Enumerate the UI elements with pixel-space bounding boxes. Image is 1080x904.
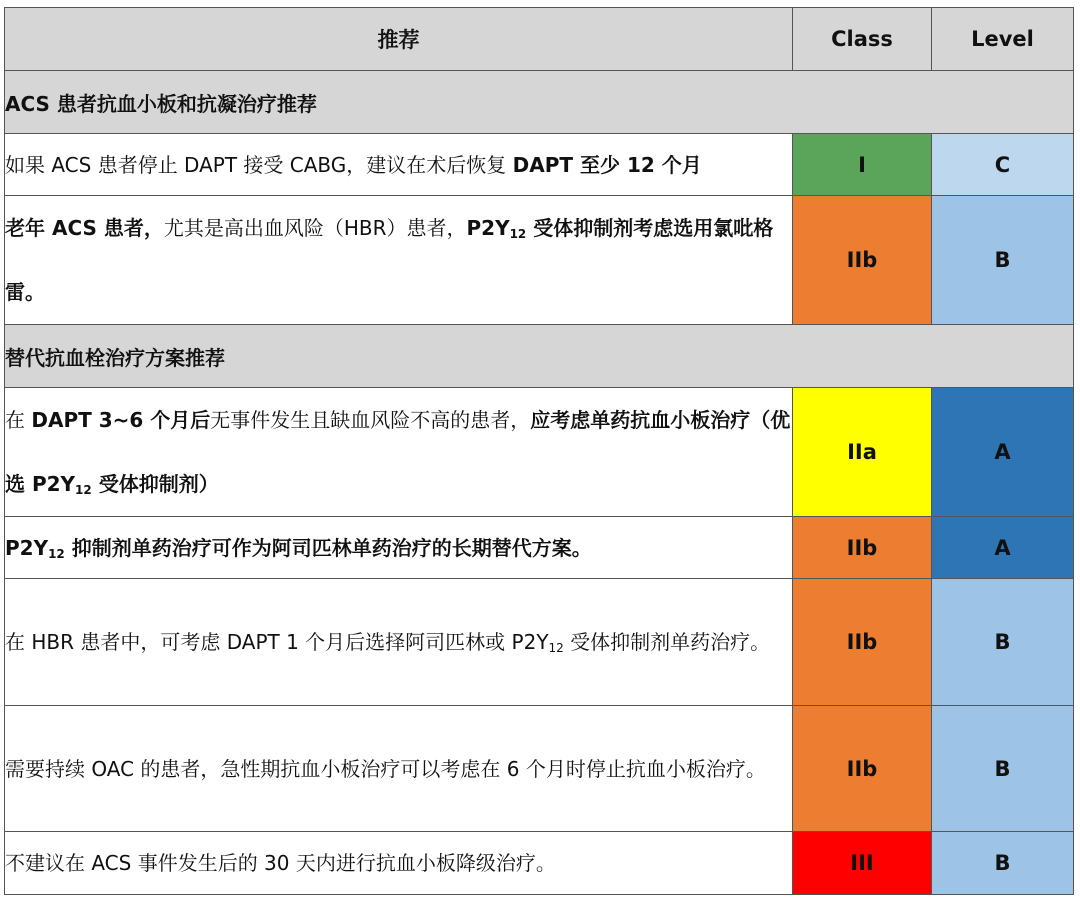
subscript: 12 <box>48 546 65 561</box>
text-segment: 如果 ACS 患者停止 DAPT 接受 CABG，建议在术后恢复 <box>5 152 513 177</box>
recommendation-text <box>5 706 793 832</box>
header-class: Class <box>793 8 932 71</box>
subscript: 12 <box>548 641 564 655</box>
text-segment-bold: DAPT 3~6 个月后 <box>31 408 211 432</box>
text-segment-bold: 受体抑制剂） <box>91 472 219 496</box>
class-cell: III <box>793 832 932 895</box>
text-segment-bold: P2Y <box>466 216 510 240</box>
subscript: 12 <box>75 483 92 497</box>
text-segment-bold: 受体抑制剂考虑选用氯吡格雷。 <box>5 216 774 304</box>
subscript: 12 <box>509 227 527 241</box>
table-row <box>5 196 1074 325</box>
text-segment: 在 <box>5 408 32 432</box>
recommendation-text <box>5 134 793 196</box>
table-row <box>5 134 1074 196</box>
recommendation-text <box>5 196 793 325</box>
level-cell: B <box>932 579 1074 706</box>
recommendations-table <box>4 7 1074 895</box>
table-row <box>5 706 1074 832</box>
text-segment-bold: 应考虑单药抗血小板治疗（优选 P2Y <box>5 408 791 496</box>
section-row-alt <box>5 325 1074 388</box>
text-segment: 需要持续 OAC 的患者，急性期抗血小板治疗可以考虑在 6 个月时停止抗血小板治疗。 <box>5 756 766 781</box>
text-segment-bold: P2Y <box>5 535 49 560</box>
text-segment: 在 HBR 患者中，可考虑 DAPT 1 个月后选择阿司匹林或 P2Y <box>5 630 549 654</box>
text-segment-bold: 抑制剂单药治疗可作为阿司匹林单药治疗的长期替代方案。 <box>64 535 592 560</box>
class-cell: IIb <box>793 706 932 832</box>
class-cell: IIb <box>793 517 932 579</box>
recommendation-text <box>5 388 793 517</box>
class-cell: IIb <box>793 196 932 325</box>
text-segment-bold: 老年 ACS 患者， <box>5 216 164 240</box>
header-level: Level <box>932 8 1074 71</box>
level-cell: B <box>932 196 1074 325</box>
level-cell: B <box>932 832 1074 895</box>
header-recommendation: 推荐 <box>5 8 793 71</box>
text-segment: 尤其是高出血风险（HBR）患者， <box>163 216 467 240</box>
recommendation-text <box>5 517 793 579</box>
level-cell: B <box>932 706 1074 832</box>
class-cell: IIb <box>793 579 932 706</box>
class-cell: IIa <box>793 388 932 517</box>
text-segment: 受体抑制剂单药治疗。 <box>563 630 771 654</box>
section-title-acs: ACS 患者抗血小板和抗凝治疗推荐 <box>5 71 1074 134</box>
level-cell: A <box>932 517 1074 579</box>
text-segment-bold: DAPT 至少 12 个月 <box>512 152 702 177</box>
table-header-row <box>5 8 1074 71</box>
class-cell: I <box>793 134 932 196</box>
recommendation-text <box>5 832 793 895</box>
table-row <box>5 388 1074 517</box>
level-cell: C <box>932 134 1074 196</box>
section-title-alt: 替代抗血栓治疗方案推荐 <box>5 325 1074 388</box>
table-row <box>5 579 1074 706</box>
level-cell: A <box>932 388 1074 517</box>
table-row <box>5 517 1074 579</box>
recommendation-text <box>5 579 793 706</box>
section-row-acs <box>5 71 1074 134</box>
table-row <box>5 832 1074 895</box>
text-segment: 无事件发生且缺血风险不高的患者， <box>210 408 531 432</box>
text-segment: 不建议在 ACS 事件发生后的 30 天内进行抗血小板降级治疗。 <box>5 851 556 875</box>
